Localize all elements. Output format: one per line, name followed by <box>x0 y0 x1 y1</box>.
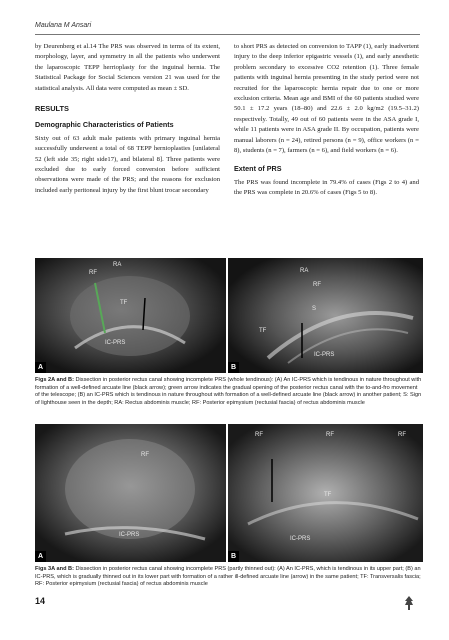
page-number: 14 <box>35 596 46 606</box>
running-header: Maulana M Ansari <box>35 22 92 29</box>
panel-letter-a: A <box>35 551 46 562</box>
label-tf: TF <box>120 300 128 306</box>
header-rule <box>35 34 420 35</box>
right-column <box>234 42 419 199</box>
label-rf: RF <box>326 432 334 438</box>
figure-2-caption-title: Figs 2A and B: <box>35 377 74 383</box>
label-icprs: IC-PRS <box>105 340 126 346</box>
figure-3b <box>228 424 423 562</box>
figure-3a <box>35 424 226 562</box>
right-paragraph-2: The PRS was found incomplete in 79.4% of cases (Figs 2 to 4) and the PRS was complete in 20.6% of cases (Figs 5 to 8). <box>234 178 419 197</box>
label-s: S <box>312 306 317 312</box>
label-rf: RF <box>255 432 263 438</box>
figure-2a <box>35 258 226 373</box>
panel-letter-a: A <box>35 362 46 373</box>
label-ra: RA <box>113 262 122 268</box>
label-rf: RF <box>313 282 321 288</box>
demographics-heading: Demographic Characteristics of Patients <box>35 120 174 130</box>
left-paragraph-2: Sixty out of 63 adult male patients with primary inguinal hernia successfully underwent a total of 68 TEPP hernioplasties [unilateral 52 (left side 35; right side17), and bilateral 8]. Three patients were excluded due to early forced conversion before sufficient observations were made of the PRS; and the reasons for exclusion included early peritoneal injury by the first blunt trocar secondary <box>35 134 220 194</box>
extent-heading: Extent of PRS <box>234 164 282 174</box>
label-icprs: IC-PRS <box>314 352 335 358</box>
figure-3-caption-text: Dissection in posterior rectus canal showing incomplete PRS (partly thinned out): (A) An IC-PRS, which is tendinous in its upper part; (B) an IC-PRS, which is gradually thinned out in its lower part with formation of a rather ill-defined arcuate line (arrow) in the same patient; TF: Transversalis fascia; RF: Posterior epimysium (rectusial fascia) of rectus abdominis muscle <box>35 566 421 588</box>
label-rf: RF <box>89 270 97 276</box>
figure-2b <box>228 258 423 373</box>
label-tf: TF <box>259 328 267 334</box>
results-heading: RESULTS <box>35 104 69 114</box>
label-icprs: IC-PRS <box>119 532 140 538</box>
label-rf: RF <box>398 432 406 438</box>
label-rf: RF <box>141 452 149 458</box>
label-icprs: IC-PRS <box>290 536 311 542</box>
figure-2-caption <box>35 377 423 407</box>
figure-2-caption-text: Dissection in posterior rectus canal showing incomplete PRS (whole tendinous): (A) An IC-PRS which is tendinous in nature throughout with formation of a well-defined arcuate line (black arrow); green arrow indicates the gradual opening of the posterior rectus canal with the to-and-fro movement of the telescope; (B) an IC-PRS which is tendinous in nature throughout with formation of a well-defined arcuate line (black arrow) in another patient; S: Sign of lighthouse seen in the depth; RA: Rectus abdominis muscle; RF: Posterior epimysium (rectusial fascia) of rectus abdominis muscle <box>35 377 422 406</box>
left-column <box>35 42 220 196</box>
label-ra: RA <box>300 268 309 274</box>
panel-letter-b: B <box>228 362 239 373</box>
panel-letter-b: B <box>228 551 239 562</box>
figure-3-caption <box>35 566 423 589</box>
publisher-logo-icon <box>404 596 414 610</box>
figure-3a-image <box>35 424 226 562</box>
figure-2a-image <box>35 258 226 373</box>
left-paragraph-1: by Deurenberg et al.14 The PRS was observed in terms of its extent, morphology, layer, and symmetry in all the patients who underwent the laparoscopic TEPP herrioplasty for the inguinal hernia. The Statistical Package for Social Sciences version 21 was used for the statistical analysis. All data were computed as mean ± SD. <box>35 43 220 92</box>
label-tf: TF <box>324 492 332 498</box>
figure-3-caption-title: Figs 3A and B: <box>35 566 74 572</box>
right-paragraph-1: to short PRS as detected on conversion to TAPP (1), early inadvertent injury to the deep inferior epigastric vessels (1), and early anesthetic problem secondary to excessive CO2 retention (1). Three female patients with inguinal hernia presenting in the study period were not recruited for the laparoscopic hernia repair due to one or more exclusion criteria. Mean age and BMI of the 60 patients studied were 50.1 ± 17.2 years (18–80) and 22.6 ± 2.0 kg/m2 (19.5–31.2) respectively. Totally, 49 out of 60 patients were in the ASA grade I, while 11 patients were in ASA grade II. By occupation, patients were manual laborers (n = 24), retired persons (n = 9), office workers (n = 8), students (n = 7), farmers (n = 6), and field workers (n = 6). <box>234 43 419 155</box>
